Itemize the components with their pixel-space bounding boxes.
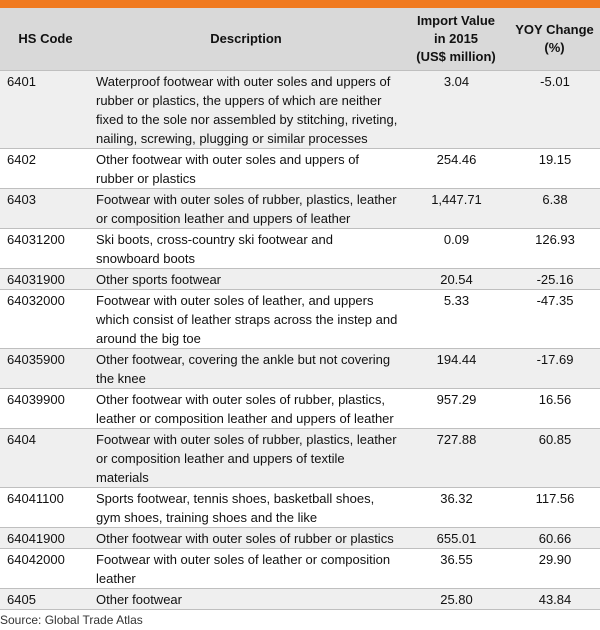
import-value-cell: 957.29 [403,389,509,429]
hs-code-cell: 64032000 [0,290,91,349]
description-cell: Other footwear, covering the ankle but not covering the knee [91,349,403,389]
table-row [0,149,600,189]
table-row [0,528,600,549]
hs-code-cell: 64031200 [0,229,91,269]
table-header [0,8,600,71]
description-cell: Waterproof footwear with outer soles and uppers of rubber or plastics, the uppers of which are neither fixed to the sole nor assembled by stitching, riveting, nailing, screwing, plugging or similar processes [91,71,403,149]
description-cell: Other footwear with outer soles of rubber, plastics, leather or composition leather and uppers of leather [91,389,403,429]
yoy-change-cell: 16.56 [509,389,600,429]
hs-code-cell: 64031900 [0,269,91,290]
source-note: Source: Global Trade Atlas [0,613,143,627]
description-cell: Footwear with outer soles of rubber, plastics, leather or composition leather and uppers of leather [91,189,403,229]
import-value-cell: 194.44 [403,349,509,389]
import-value-cell: 727.88 [403,429,509,488]
import-value-cell: 36.55 [403,549,509,589]
header-yoy-line2: (%) [544,40,565,55]
yoy-change-cell: 117.56 [509,488,600,528]
table-body [0,71,600,610]
hs-code-cell: 64041900 [0,528,91,549]
description-cell: Sports footwear, tennis shoes, basketball shoes, gym shoes, training shoes and the like [91,488,403,528]
table-row [0,189,600,229]
header-row [0,8,600,71]
description-cell: Other footwear with outer soles of rubber or plastics [91,528,403,549]
hs-code-cell: 6402 [0,149,91,189]
description-cell: Other sports footwear [91,269,403,290]
table-row [0,71,600,149]
table-row [0,429,600,488]
description-cell: Footwear with outer soles of leather or composition leather [91,549,403,589]
accent-bar [0,0,600,8]
import-value-cell: 1,447.71 [403,189,509,229]
header-description: Description [91,8,403,71]
import-value-cell: 254.46 [403,149,509,189]
hs-code-cell: 6403 [0,189,91,229]
yoy-change-cell: 43.84 [509,589,600,610]
table-row [0,290,600,349]
header-yoy-change [509,8,600,71]
hs-code-cell: 64042000 [0,549,91,589]
yoy-change-cell: 19.15 [509,149,600,189]
table-row [0,269,600,290]
yoy-change-cell: -25.16 [509,269,600,290]
table-row [0,589,600,610]
description-cell: Footwear with outer soles of rubber, plastics, leather or composition leather and uppers of textile materials [91,429,403,488]
hs-code-cell: 64039900 [0,389,91,429]
hs-code-cell: 64035900 [0,349,91,389]
yoy-change-cell: 29.90 [509,549,600,589]
header-import-value-line1: Import Value [416,13,496,28]
import-value-cell: 655.01 [403,528,509,549]
yoy-change-cell: -47.35 [509,290,600,349]
description-cell: Footwear with outer soles of leather, and uppers which consist of leather straps across the instep and around the big toe [91,290,403,349]
hs-code-cell: 64041100 [0,488,91,528]
yoy-change-cell: -17.69 [509,349,600,389]
header-import-value-line3: (US$ million) [416,49,496,64]
header-hs-code: HS Code [0,8,91,71]
yoy-change-cell: 60.66 [509,528,600,549]
import-value-cell: 36.32 [403,488,509,528]
table-row [0,349,600,389]
import-value-cell: 5.33 [403,290,509,349]
table-row [0,229,600,269]
yoy-change-cell: 126.93 [509,229,600,269]
import-table [0,8,600,610]
yoy-change-cell: 60.85 [509,429,600,488]
header-import-value-line2: in 2015 [433,31,479,46]
description-cell: Ski boots, cross-country ski footwear and snowboard boots [91,229,403,269]
table-row [0,549,600,589]
import-value-cell: 0.09 [403,229,509,269]
description-cell: Other footwear [91,589,403,610]
yoy-change-cell: 6.38 [509,189,600,229]
hs-code-cell: 6404 [0,429,91,488]
hs-code-cell: 6401 [0,71,91,149]
hs-code-cell: 6405 [0,589,91,610]
import-value-cell: 20.54 [403,269,509,290]
import-value-cell: 25.80 [403,589,509,610]
header-import-value [403,8,509,71]
table-row [0,488,600,528]
yoy-change-cell: -5.01 [509,71,600,149]
description-cell: Other footwear with outer soles and uppers of rubber or plastics [91,149,403,189]
table-row [0,389,600,429]
header-yoy-line1: YOY Change [515,22,594,37]
import-value-cell: 3.04 [403,71,509,149]
